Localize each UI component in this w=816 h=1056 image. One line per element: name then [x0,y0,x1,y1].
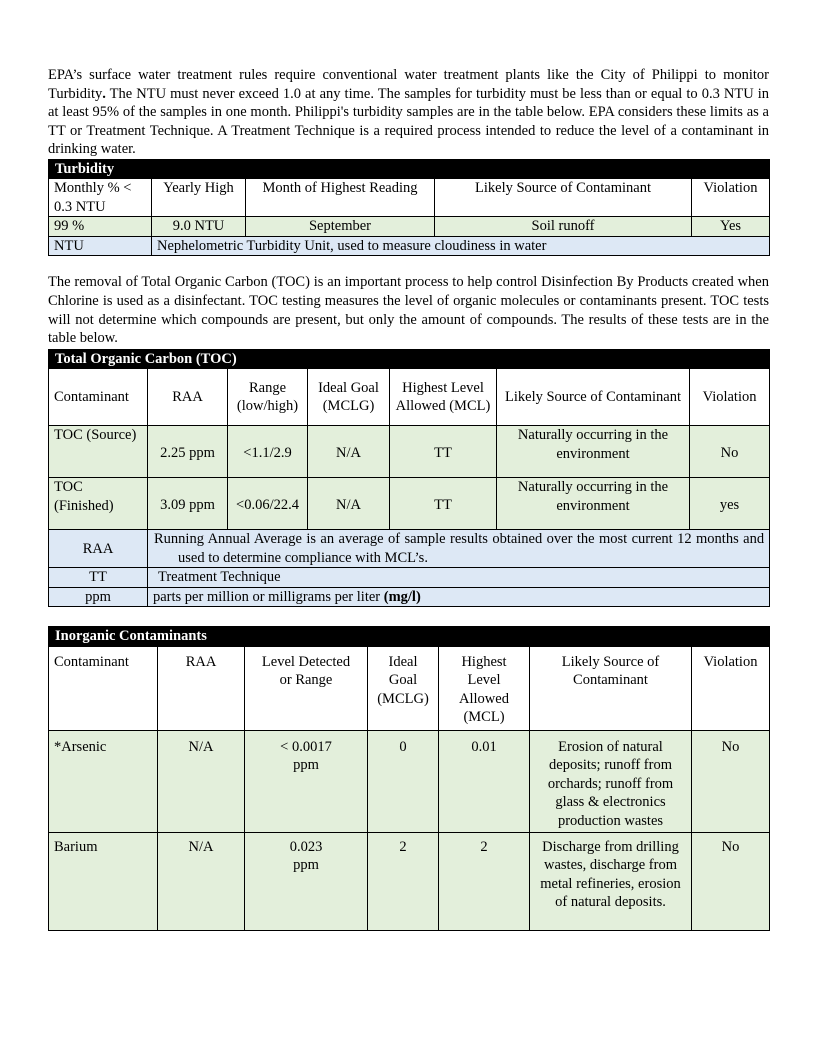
toc-def-term-ppm: ppm [49,587,148,607]
toc-def-text-tt: Treatment Technique [148,568,770,588]
inorganic-arsenic-raa: N/A [158,730,245,832]
turbidity-month-value: September [246,217,435,237]
toc-finished-raa: 3.09 ppm [148,478,228,530]
inorganic-table-title: Inorganic Contaminants [49,627,770,647]
toc-finished-origin: Naturally occurring in the environment [497,478,690,530]
inorganic-barium-contaminant: Barium [49,832,158,930]
inorganic-arsenic-violation: No [692,730,770,832]
toc-finished-mcl: TT [390,478,497,530]
turbidity-source-value: Soil runoff [435,217,692,237]
inorganic-header-raa: RAA [158,646,245,730]
toc-def-text-ppm: parts per million or milligrams per liter [153,588,384,605]
inorganic-arsenic-source: Erosion of natural deposits; runoff from orchards; runoff from glass & electronics production wastes [530,730,692,832]
turbidity-header-source: Likely Source of Contaminant [435,179,692,217]
inorganic-barium-mcl: 2 [439,832,530,930]
toc-finished-violation: yes [690,478,770,530]
toc-header-raa: RAA [148,369,228,426]
inorganic-header-violation: Violation [692,646,770,730]
toc-finished-contaminant: TOC (Finished) [49,478,148,530]
toc-finished-range: <0.06/22.4 [228,478,308,530]
toc-table-title: Total Organic Carbon (TOC) [49,349,770,369]
turbidity-header-violation: Violation [692,179,770,217]
toc-source-range: <1.1/2.9 [228,426,308,478]
toc-source-raa: 2.25 ppm [148,426,228,478]
toc-header-mcl: Highest Level Allowed (MCL) [390,369,497,426]
inorganic-header-mclg: Ideal Goal (MCLG) [368,646,439,730]
inorganic-header-contaminant: Contaminant [49,646,158,730]
inorganic-barium-raa: N/A [158,832,245,930]
inorganic-barium-violation: No [692,832,770,930]
toc-def-ppm-cell [148,587,770,607]
toc-intro-paragraph: The removal of Total Organic Carbon (TOC) is an important process to help control Disinfection By Products created when Chlorine is used as a disinfectant. TOC testing measures the level of organic molecules or contaminants present. TOC tests will not determine which compounds are present, but only the amount of compounds. The results of these tests are in the table below. [48,274,769,347]
inorganic-header-level: Level Detected or Range [245,646,368,730]
turbidity-table [48,159,770,257]
turbidity-yearly-high-value: 9.0 NTU [152,217,246,237]
turbidity-header-month: Month of Highest Reading [246,179,435,217]
toc-header-range: Range (low/high) [228,369,308,426]
turbidity-violation-value: Yes [692,217,770,237]
toc-header-violation: Violation [690,369,770,426]
inorganic-arsenic-mclg: 0 [368,730,439,832]
turbidity-def-term: NTU [49,236,152,256]
toc-def-term-tt: TT [49,568,148,588]
inorganic-table [48,626,770,931]
toc-def-ppm-unit: (mg/l) [383,588,421,605]
inorganic-barium-source: Discharge from drilling wastes, discharge from metal refineries, erosion of natural deposits. [530,832,692,930]
turbidity-intro-text: EPA’s surface water treatment rules require conventional water treatment plants like the City of Philippi to monitor Turbidity [48,67,769,102]
turbidity-table-title: Turbidity [49,159,770,179]
toc-header-contaminant: Contaminant [49,369,148,426]
turbidity-monthly-value: 99 % [49,217,152,237]
toc-source-mcl: TT [390,426,497,478]
toc-source-violation: No [690,426,770,478]
inorganic-arsenic-mcl: 0.01 [439,730,530,832]
turbidity-def-text: Nephelometric Turbidity Unit, used to measure cloudiness in water [152,236,770,256]
turbidity-intro-period: . [102,85,106,102]
toc-finished-mclg: N/A [308,478,390,530]
toc-header-mclg: Ideal Goal (MCLG) [308,369,390,426]
inorganic-barium-mclg: 2 [368,832,439,930]
document-page [48,66,769,931]
inorganic-header-source: Likely Source of Contaminant [530,646,692,730]
inorganic-arsenic-level: < 0.0017 ppm [245,730,368,832]
toc-header-source: Likely Source of Contaminant [497,369,690,426]
inorganic-arsenic-contaminant: *Arsenic [49,730,158,832]
turbidity-intro-rest: The NTU must never exceed 1.0 at any time. The samples for turbidity must be less than or equal to 0.3 NTU in at least 95% of the samples in one month. Philippi's turbidity samples are in the table below. EPA considers these limits as a TT or Treatment Technique. A Treatment Technique is a required process intended to reduce the level of a contaminant in drinking water. [48,85,769,158]
toc-source-contaminant: TOC (Source) [49,426,148,478]
turbidity-header-yearly-high: Yearly High [152,179,246,217]
turbidity-header-monthly: Monthly % < 0.3 NTU [49,179,152,217]
inorganic-barium-level: 0.023 ppm [245,832,368,930]
inorganic-header-mcl: Highest Level Allowed (MCL) [439,646,530,730]
toc-def-text-raa: Running Annual Average is an average of sample results obtained over the most current 12 months and used to determine compliance with MCL’s. [148,530,770,568]
turbidity-intro-paragraph [48,66,769,159]
toc-source-mclg: N/A [308,426,390,478]
toc-table [48,349,770,608]
toc-def-term-raa: RAA [49,530,148,568]
toc-source-origin: Naturally occurring in the environment [497,426,690,478]
